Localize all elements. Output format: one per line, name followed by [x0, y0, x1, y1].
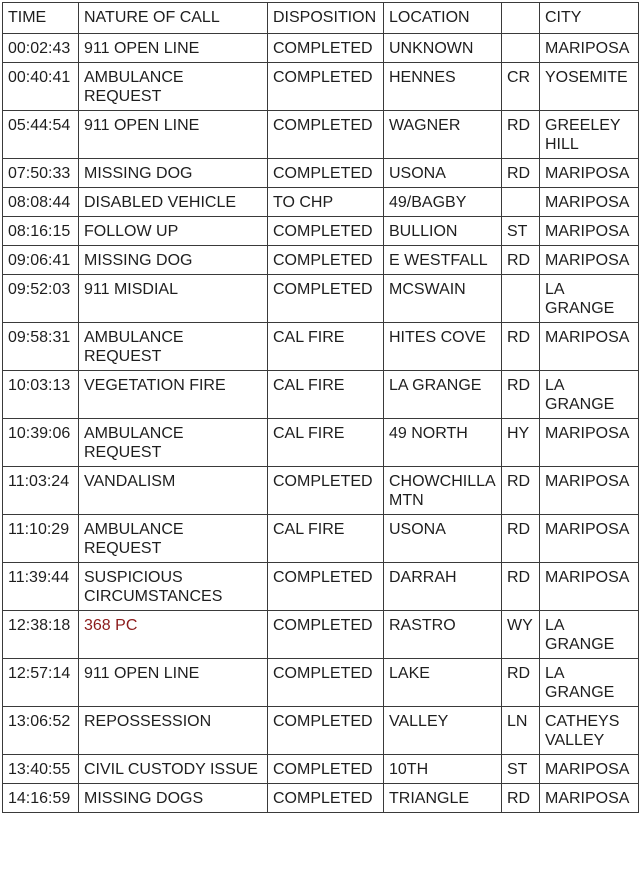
- cell-time: 00:40:41: [3, 63, 79, 111]
- cell-city: CATHEYS VALLEY: [540, 707, 639, 755]
- call-log-table: [2, 2, 639, 813]
- cell-suffix: ST: [502, 755, 540, 784]
- cell-location: TRIANGLE: [384, 784, 502, 813]
- cell-suffix: [502, 34, 540, 63]
- table-row: [3, 707, 639, 755]
- cell-suffix: RD: [502, 467, 540, 515]
- cell-city: MARIPOSA: [540, 217, 639, 246]
- cell-nature-of-call: CIVIL CUSTODY ISSUE: [79, 755, 268, 784]
- cell-suffix: ST: [502, 217, 540, 246]
- header-location: LOCATION: [384, 3, 502, 34]
- cell-time: 11:03:24: [3, 467, 79, 515]
- table-row: [3, 371, 639, 419]
- cell-suffix: RD: [502, 246, 540, 275]
- cell-time: 12:38:18: [3, 611, 79, 659]
- cell-suffix: RD: [502, 159, 540, 188]
- header-row: [3, 3, 639, 34]
- cell-suffix: RD: [502, 563, 540, 611]
- table-row: [3, 111, 639, 159]
- cell-city: LA GRANGE: [540, 371, 639, 419]
- cell-time: 09:06:41: [3, 246, 79, 275]
- cell-location: 49 NORTH: [384, 419, 502, 467]
- cell-suffix: HY: [502, 419, 540, 467]
- cell-disposition: COMPLETED: [268, 275, 384, 323]
- cell-city: YOSEMITE: [540, 63, 639, 111]
- cell-suffix: RD: [502, 323, 540, 371]
- cell-nature-of-call: SUSPICIOUS CIRCUMSTANCES: [79, 563, 268, 611]
- cell-disposition: TO CHP: [268, 188, 384, 217]
- cell-nature-of-call: AMBULANCE REQUEST: [79, 63, 268, 111]
- table-row: [3, 467, 639, 515]
- cell-time: 11:39:44: [3, 563, 79, 611]
- cell-disposition: COMPLETED: [268, 755, 384, 784]
- cell-time: 12:57:14: [3, 659, 79, 707]
- cell-disposition: COMPLETED: [268, 611, 384, 659]
- table-row: [3, 323, 639, 371]
- cell-suffix: RD: [502, 515, 540, 563]
- cell-disposition: COMPLETED: [268, 467, 384, 515]
- cell-location: 49/BAGBY: [384, 188, 502, 217]
- table-row: [3, 611, 639, 659]
- cell-nature-of-call: MISSING DOG: [79, 159, 268, 188]
- table-row: [3, 784, 639, 813]
- cell-nature-of-call: VANDALISM: [79, 467, 268, 515]
- cell-city: GREELEY HILL: [540, 111, 639, 159]
- table-row: [3, 563, 639, 611]
- cell-time: 13:40:55: [3, 755, 79, 784]
- cell-time: 09:58:31: [3, 323, 79, 371]
- table-row: [3, 63, 639, 111]
- cell-city: MARIPOSA: [540, 159, 639, 188]
- cell-city: LA GRANGE: [540, 275, 639, 323]
- cell-time: 08:08:44: [3, 188, 79, 217]
- cell-location: HENNES: [384, 63, 502, 111]
- table-row: [3, 246, 639, 275]
- cell-disposition: CAL FIRE: [268, 371, 384, 419]
- cell-suffix: RD: [502, 111, 540, 159]
- cell-time: 07:50:33: [3, 159, 79, 188]
- cell-city: MARIPOSA: [540, 188, 639, 217]
- cell-time: 10:39:06: [3, 419, 79, 467]
- cell-city: MARIPOSA: [540, 755, 639, 784]
- cell-time: 08:16:15: [3, 217, 79, 246]
- cell-suffix: [502, 275, 540, 323]
- cell-location: CHOWCHILLA MTN: [384, 467, 502, 515]
- cell-nature-of-call: DISABLED VEHICLE: [79, 188, 268, 217]
- cell-disposition: COMPLETED: [268, 659, 384, 707]
- cell-time: 05:44:54: [3, 111, 79, 159]
- cell-time: 14:16:59: [3, 784, 79, 813]
- cell-city: MARIPOSA: [540, 563, 639, 611]
- cell-suffix: RD: [502, 659, 540, 707]
- table-row: [3, 659, 639, 707]
- cell-nature-of-call: 911 OPEN LINE: [79, 659, 268, 707]
- cell-nature-of-call: MISSING DOG: [79, 246, 268, 275]
- cell-time: 00:02:43: [3, 34, 79, 63]
- header-city: CITY: [540, 3, 639, 34]
- cell-time: 13:06:52: [3, 707, 79, 755]
- cell-nature-of-call: MISSING DOGS: [79, 784, 268, 813]
- table-row: [3, 34, 639, 63]
- cell-disposition: COMPLETED: [268, 563, 384, 611]
- cell-suffix: WY: [502, 611, 540, 659]
- cell-location: BULLION: [384, 217, 502, 246]
- cell-nature-of-call: FOLLOW UP: [79, 217, 268, 246]
- cell-city: MARIPOSA: [540, 419, 639, 467]
- cell-nature-of-call: 911 MISDIAL: [79, 275, 268, 323]
- cell-city: MARIPOSA: [540, 515, 639, 563]
- cell-disposition: COMPLETED: [268, 707, 384, 755]
- cell-location: DARRAH: [384, 563, 502, 611]
- cell-disposition: CAL FIRE: [268, 419, 384, 467]
- cell-city: MARIPOSA: [540, 784, 639, 813]
- cell-location: RASTRO: [384, 611, 502, 659]
- cell-suffix: RD: [502, 784, 540, 813]
- cell-disposition: COMPLETED: [268, 34, 384, 63]
- cell-time: 10:03:13: [3, 371, 79, 419]
- cell-location: 10TH: [384, 755, 502, 784]
- table-row: [3, 275, 639, 323]
- table-row: [3, 755, 639, 784]
- cell-suffix: RD: [502, 371, 540, 419]
- cell-nature-of-call: 368 PC: [79, 611, 268, 659]
- cell-location: E WESTFALL: [384, 246, 502, 275]
- cell-location: VALLEY: [384, 707, 502, 755]
- cell-nature-of-call: VEGETATION FIRE: [79, 371, 268, 419]
- cell-location: WAGNER: [384, 111, 502, 159]
- cell-disposition: COMPLETED: [268, 246, 384, 275]
- cell-location: USONA: [384, 515, 502, 563]
- table-row: [3, 217, 639, 246]
- cell-city: MARIPOSA: [540, 467, 639, 515]
- cell-location: HITES COVE: [384, 323, 502, 371]
- cell-nature-of-call: AMBULANCE REQUEST: [79, 323, 268, 371]
- cell-city: MARIPOSA: [540, 246, 639, 275]
- cell-disposition: COMPLETED: [268, 63, 384, 111]
- cell-disposition: COMPLETED: [268, 784, 384, 813]
- cell-location: UNKNOWN: [384, 34, 502, 63]
- header-disposition: DISPOSITION: [268, 3, 384, 34]
- cell-nature-of-call: AMBULANCE REQUEST: [79, 419, 268, 467]
- cell-nature-of-call: AMBULANCE REQUEST: [79, 515, 268, 563]
- cell-disposition: COMPLETED: [268, 159, 384, 188]
- table-row: [3, 159, 639, 188]
- cell-nature-of-call: REPOSSESSION: [79, 707, 268, 755]
- cell-suffix: LN: [502, 707, 540, 755]
- cell-city: MARIPOSA: [540, 323, 639, 371]
- cell-time: 09:52:03: [3, 275, 79, 323]
- header-time: TIME: [3, 3, 79, 34]
- cell-disposition: COMPLETED: [268, 217, 384, 246]
- cell-location: MCSWAIN: [384, 275, 502, 323]
- cell-suffix: [502, 188, 540, 217]
- cell-location: USONA: [384, 159, 502, 188]
- cell-disposition: CAL FIRE: [268, 323, 384, 371]
- header-nature-of-call: NATURE OF CALL: [79, 3, 268, 34]
- table-row: [3, 419, 639, 467]
- table-row: [3, 188, 639, 217]
- cell-city: MARIPOSA: [540, 34, 639, 63]
- cell-suffix: CR: [502, 63, 540, 111]
- table-row: [3, 515, 639, 563]
- cell-location: LA GRANGE: [384, 371, 502, 419]
- cell-time: 11:10:29: [3, 515, 79, 563]
- cell-location: LAKE: [384, 659, 502, 707]
- cell-nature-of-call: 911 OPEN LINE: [79, 111, 268, 159]
- cell-disposition: CAL FIRE: [268, 515, 384, 563]
- cell-disposition: COMPLETED: [268, 111, 384, 159]
- header-suffix: [502, 3, 540, 34]
- cell-city: LA GRANGE: [540, 659, 639, 707]
- cell-nature-of-call: 911 OPEN LINE: [79, 34, 268, 63]
- cell-city: LA GRANGE: [540, 611, 639, 659]
